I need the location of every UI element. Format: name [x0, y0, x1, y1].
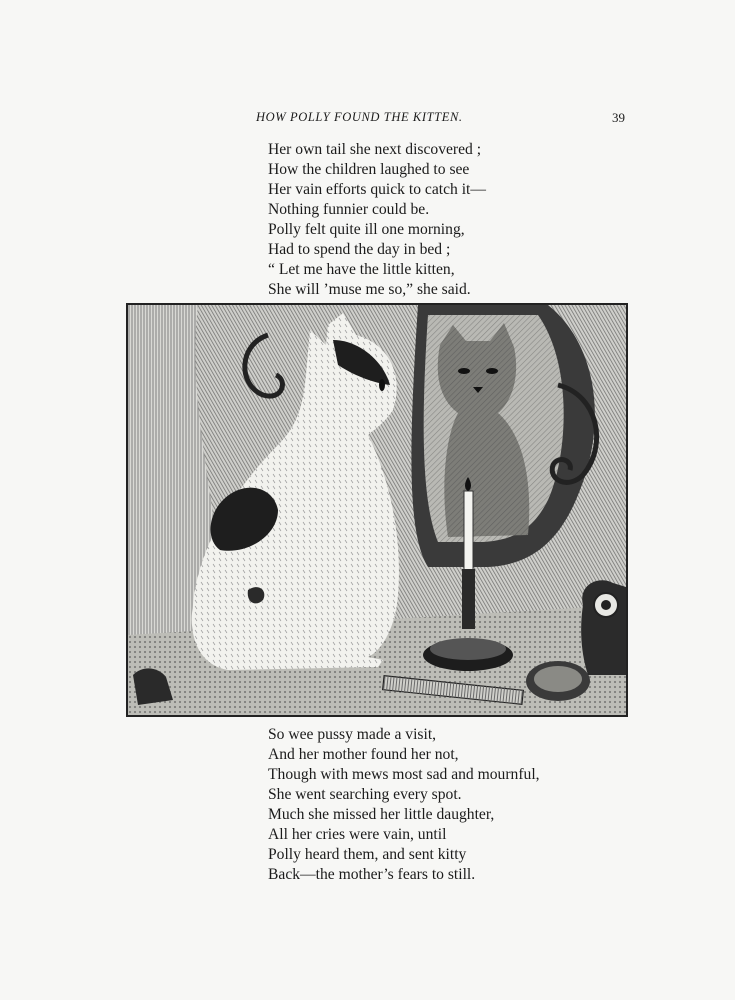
poem-line: And her mother found her not, — [268, 746, 459, 763]
illustration-artwork — [128, 305, 626, 715]
poem-line: Had to spend the day in bed ; — [268, 241, 451, 258]
cat-mirror-illustration — [126, 303, 628, 717]
running-title: HOW POLLY FOUND THE KITTEN. — [256, 110, 463, 124]
stanza-1 — [268, 140, 486, 300]
ornamental-pot — [581, 580, 626, 675]
poem-line: Her vain efforts quick to catch it— — [268, 181, 486, 198]
poem-line: All her cries were vain, until — [268, 826, 447, 843]
poem-line: How the children laughed to see — [268, 161, 470, 178]
poem-line: Back—the mother’s fears to still. — [268, 866, 476, 883]
poem-line: She went searching every spot. — [268, 786, 462, 803]
poem-line: Polly heard them, and sent kitty — [268, 846, 467, 863]
running-head — [0, 110, 735, 130]
poem-line: Her own tail she next discovered ; — [268, 141, 482, 158]
poem-line: Though with mews most sad and mournful, — [268, 766, 540, 783]
poem-line: Nothing funnier could be. — [268, 201, 430, 218]
stanza-2 — [268, 725, 540, 885]
poem-line: “ Let me have the little kitten, — [268, 261, 455, 278]
poem-line: She will ’muse me so,” she said. — [268, 281, 471, 298]
poem-line: Much she missed her little daughter, — [268, 806, 495, 823]
poem-line: Polly felt quite ill one morning, — [268, 221, 465, 238]
page-number: 39 — [612, 110, 625, 125]
poem-line: So wee pussy made a visit, — [268, 726, 437, 743]
